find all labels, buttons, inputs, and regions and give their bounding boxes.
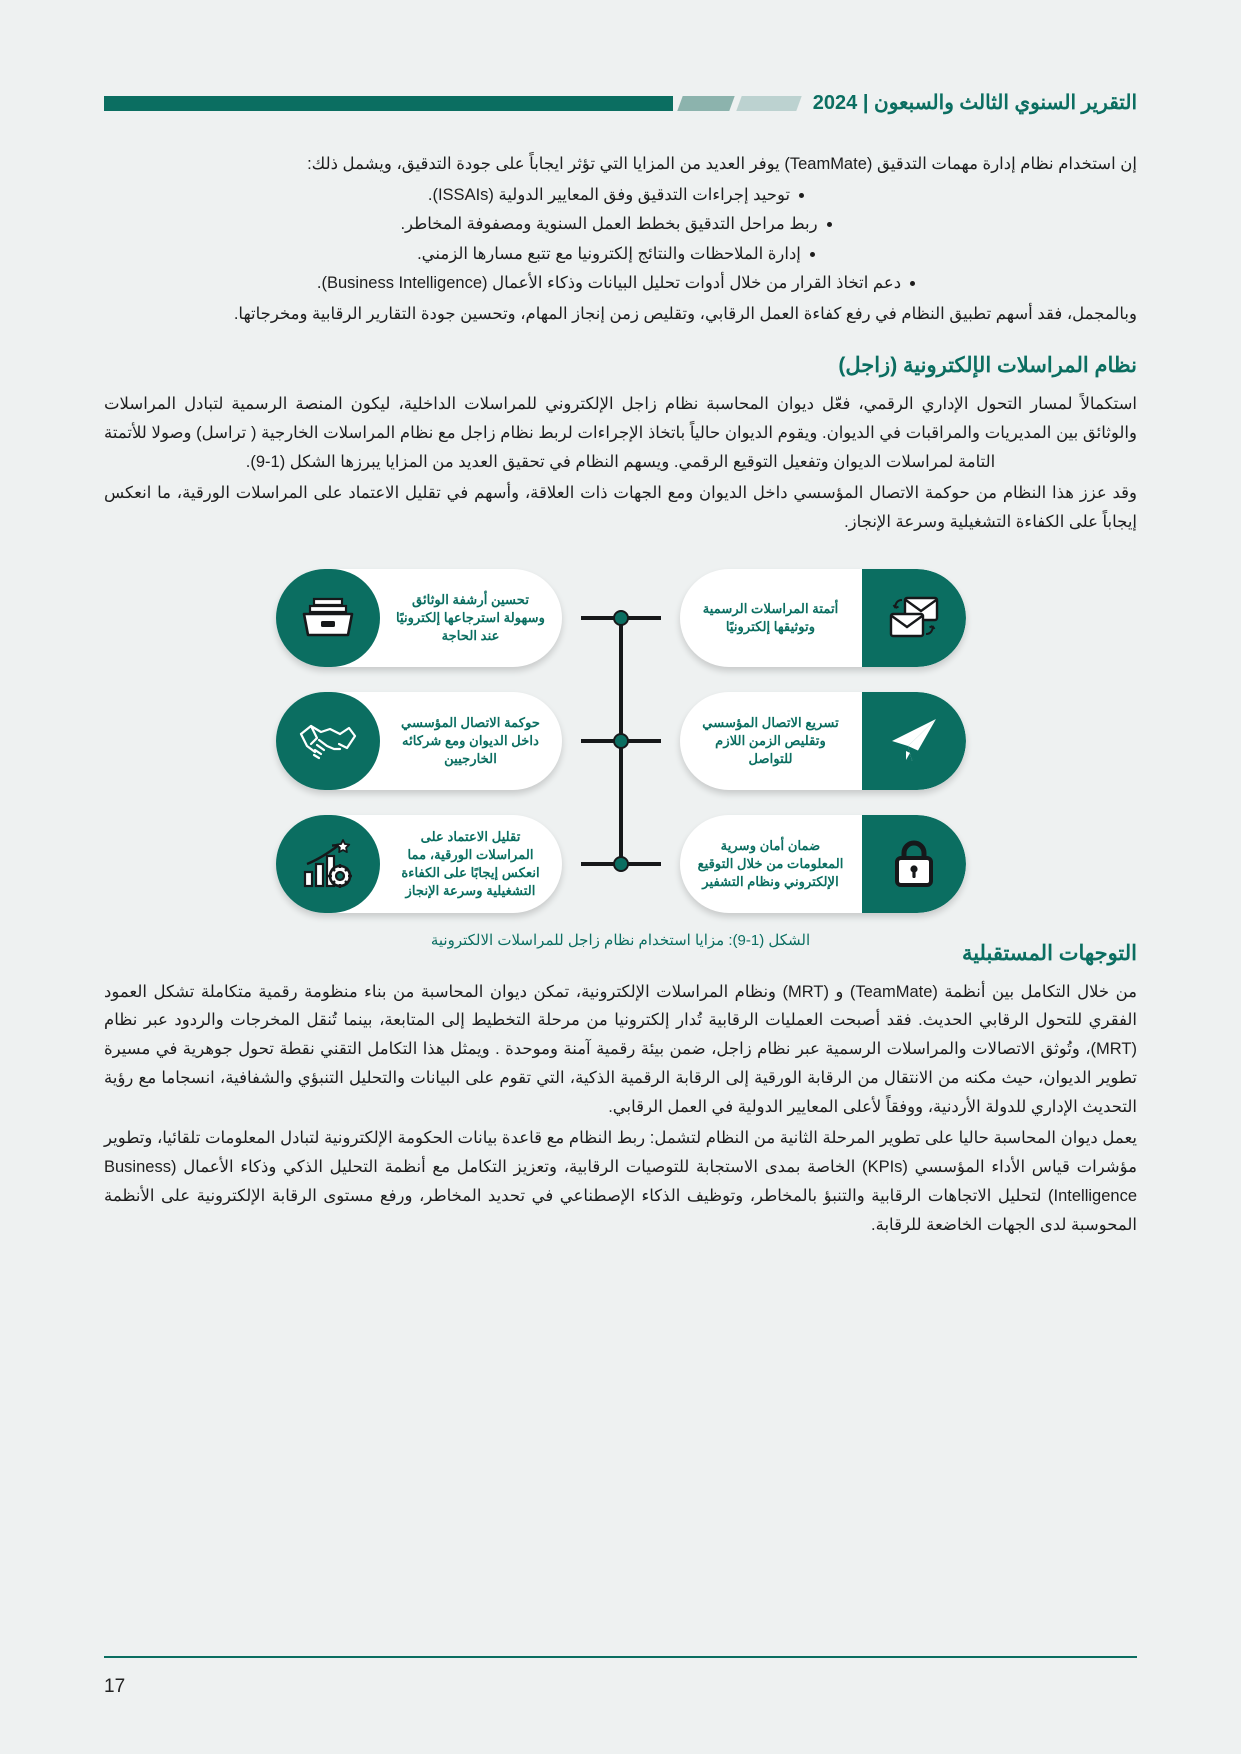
- header-bar-dark: [104, 96, 673, 111]
- benefits-diagram: [276, 567, 966, 915]
- list-item: [104, 210, 1137, 239]
- page-number: 17: [104, 1676, 126, 1697]
- diagram-pill-label: أتمتة المراسلات الرسمية وتوثيقها إلكترونيًا: [702, 600, 839, 634]
- list-item-label: ربط مراحل التدقيق بخطط العمل السنوية ومصفوفة المخاطر.: [400, 215, 818, 234]
- bullet-dot-icon: [799, 193, 804, 198]
- list-item: [104, 269, 1137, 298]
- bullet-dot-icon: [910, 281, 915, 286]
- diagram-pill-label: تسريع الاتصال المؤسسي وتقليص الزمن اللازم للتواصل: [702, 714, 839, 766]
- paper-plane-icon: [862, 692, 966, 790]
- bar-chart-growth-icon: [276, 815, 380, 913]
- zajel-paragraph-1: استكمالاً لمسار التحول الإداري الرقمي، فعّل ديوان المحاسبة نظام زاجل الإلكتروني للمراسلات الداخلية، ليكون المنصة الرسمية لتبادل المراسلات والوثائق بين المديريات والمراقبات في الديوان. ويقوم الديوان حالياً باتخاذ الإجراءات لربط نظام زاجل مع نظام المراسلات الخارجية ( تراسل) وصولا للأتمتة التامة لمراسلات الديوان وتفعيل التوقيع الرقمي. ويسهم النظام في تحقيق العديد من المزايا يبرزها الشكل (1-9).: [104, 395, 1137, 471]
- list-item: [104, 240, 1137, 269]
- diagram-pill-governance[interactable]: [276, 692, 562, 790]
- diagram-pill-label: حوكمة الاتصال المؤسسي داخل الديوان ومع شركائه الخارجيين: [400, 714, 541, 766]
- handshake-icon: [276, 692, 380, 790]
- diagram-node-dot: [613, 856, 629, 872]
- diagram-pill-archiving[interactable]: [276, 569, 562, 667]
- page-header: [104, 86, 1137, 120]
- list-item-label: إدارة الملاحظات والنتائج إلكترونيا مع تتبع مسارها الزمني.: [417, 244, 801, 263]
- file-drawer-icon: [276, 569, 380, 667]
- intro-closing-paragraph: وبالمجمل، فقد أسهم تطبيق النظام في رفع كفاءة العمل الرقابي، وتقليص زمن إنجاز المهام، وتحسين جودة التقارير الرقابية ومخرجاتها.: [233, 305, 1137, 324]
- diagram-pill-paper-reduction[interactable]: [276, 815, 562, 913]
- figure-zajel-benefits: [104, 567, 1137, 949]
- report-header-title: التقرير السنوي الثالث والسبعون | 2024: [812, 92, 1137, 114]
- teammate-benefits-list: [104, 181, 1137, 298]
- diagram-pill-label: ضمان أمان وسرية المعلومات من خلال التوقيع الإلكتروني ونظام التشفير: [697, 837, 844, 889]
- header-decorative-bars: [104, 95, 799, 111]
- list-item-label: دعم اتخاذ القرار من خلال أدوات تحليل البيانات وذكاء الأعمال (Business Intelligence).: [316, 273, 902, 292]
- footer-divider: [104, 1656, 1137, 1658]
- section-heading-future-directions: التوجهات المستقبلية: [961, 941, 1137, 965]
- diagram-node-dot: [613, 610, 629, 626]
- diagram-pill-speed[interactable]: [680, 692, 966, 790]
- figure-caption: الشكل (1-9): مزايا استخدام نظام زاجل للمراسلات الالكترونية: [430, 931, 811, 949]
- zajel-paragraph-2: وقد عزز هذا النظام من حوكمة الاتصال المؤسسي داخل الديوان ومع الجهات ذات العلاقة، وأسهم في تقليل الاعتماد على المراسلات الورقية، ما انعكس إيجاباً على الكفاءة التشغيلية وسرعة الإنجاز.: [104, 483, 1137, 531]
- section-heading-zajel: نظام المراسلات الإلكترونية (زاجل): [838, 354, 1137, 378]
- page-content: [104, 150, 1137, 1241]
- bullet-dot-icon: [810, 252, 815, 257]
- diagram-pill-label: تقليل الاعتماد على المراسلات الورقية، مما انعكس إيجابًا على الكفاءة التشغيلية وسرعة الإنجاز: [401, 828, 540, 898]
- padlock-icon: [862, 815, 966, 913]
- list-item-label: توحيد إجراءات التدقيق وفق المعايير الدولية (ISSAIs).: [427, 185, 791, 204]
- future-paragraph-2: يعمل ديوان المحاسبة حاليا على تطوير المرحلة الثانية من النظام لتشمل: ربط النظام مع قاعدة بيانات الحكومة الإلكترونية لتبادل المعلومات تلقائيا، وتطوير مؤشرات قياس الأداء المؤسسي (KPIs) الخاصة بمدى الاستجابة للتوصيات الرقابية، وتعزيز التكامل مع أنظمة التحليل الذكي وذكاء الأعمال (Business Intelligence) لتحليل الاتجاهات الرقابية والتنبؤ بالمخاطر، وتوظيف الذكاء الإصطناعي في تحديد المخاطر، ورفع مستوى الرقابة الإلكترونية على الأنظمة المحوسبة لدى الجهات الخاضعة للرقابة.: [104, 1128, 1137, 1234]
- bullet-dot-icon: [827, 222, 832, 227]
- header-bar-medium: [677, 96, 734, 111]
- intro-lead-paragraph: إن استخدام نظام إدارة مهمات التدقيق (TeamMate) يوفر العديد من المزايا التي تؤثر ايجاباً على جودة التدقيق، ويشمل ذلك:: [307, 155, 1137, 173]
- diagram-pill-automation[interactable]: [680, 569, 966, 667]
- list-item: [104, 181, 1137, 210]
- diagram-pill-label: تحسين أرشفة الوثائق وسهولة استرجاعها إلكترونيًا عند الحاجة: [395, 591, 546, 643]
- diagram-pill-security[interactable]: [680, 815, 966, 913]
- diagram-node-dot: [613, 733, 629, 749]
- header-bar-light: [736, 96, 801, 111]
- future-paragraph-1: من خلال التكامل بين أنظمة (TeamMate) و (MRT) ونظام المراسلات الإلكترونية، تمكن ديوان المحاسبة من بناء منظومة رقمية متكاملة تشكل العمود الفقري للتحول الرقابي الحديث. فقد أصبحت العمليات الرقابية تُدار إلكترونيا من مرحلة التخطيط إلى المتابعة، بينما تُنقل المخرجات والردود عبر نظام (MRT)، وتُوثق الاتصالات والمراسلات الرسمية عبر نظام زاجل، ضمن بيئة رقمية آمنة وموحدة . ويمثل هذا التكامل التقني نقطة تحول جوهرية في مسيرة تطوير الديوان، حيث مكنه من الانتقال من الرقابة الورقية إلى الرقابة الرقمية الذكية، التي تقوم على البيانات والتحليل التنبؤي والشفافية، انسجاما مع رؤية التحديث الإداري للدولة الأردنية، ووفقاً لأعلى المعايير الدولية في العمل الرقابي.: [104, 982, 1138, 1117]
- envelopes-exchange-icon: [862, 569, 966, 667]
